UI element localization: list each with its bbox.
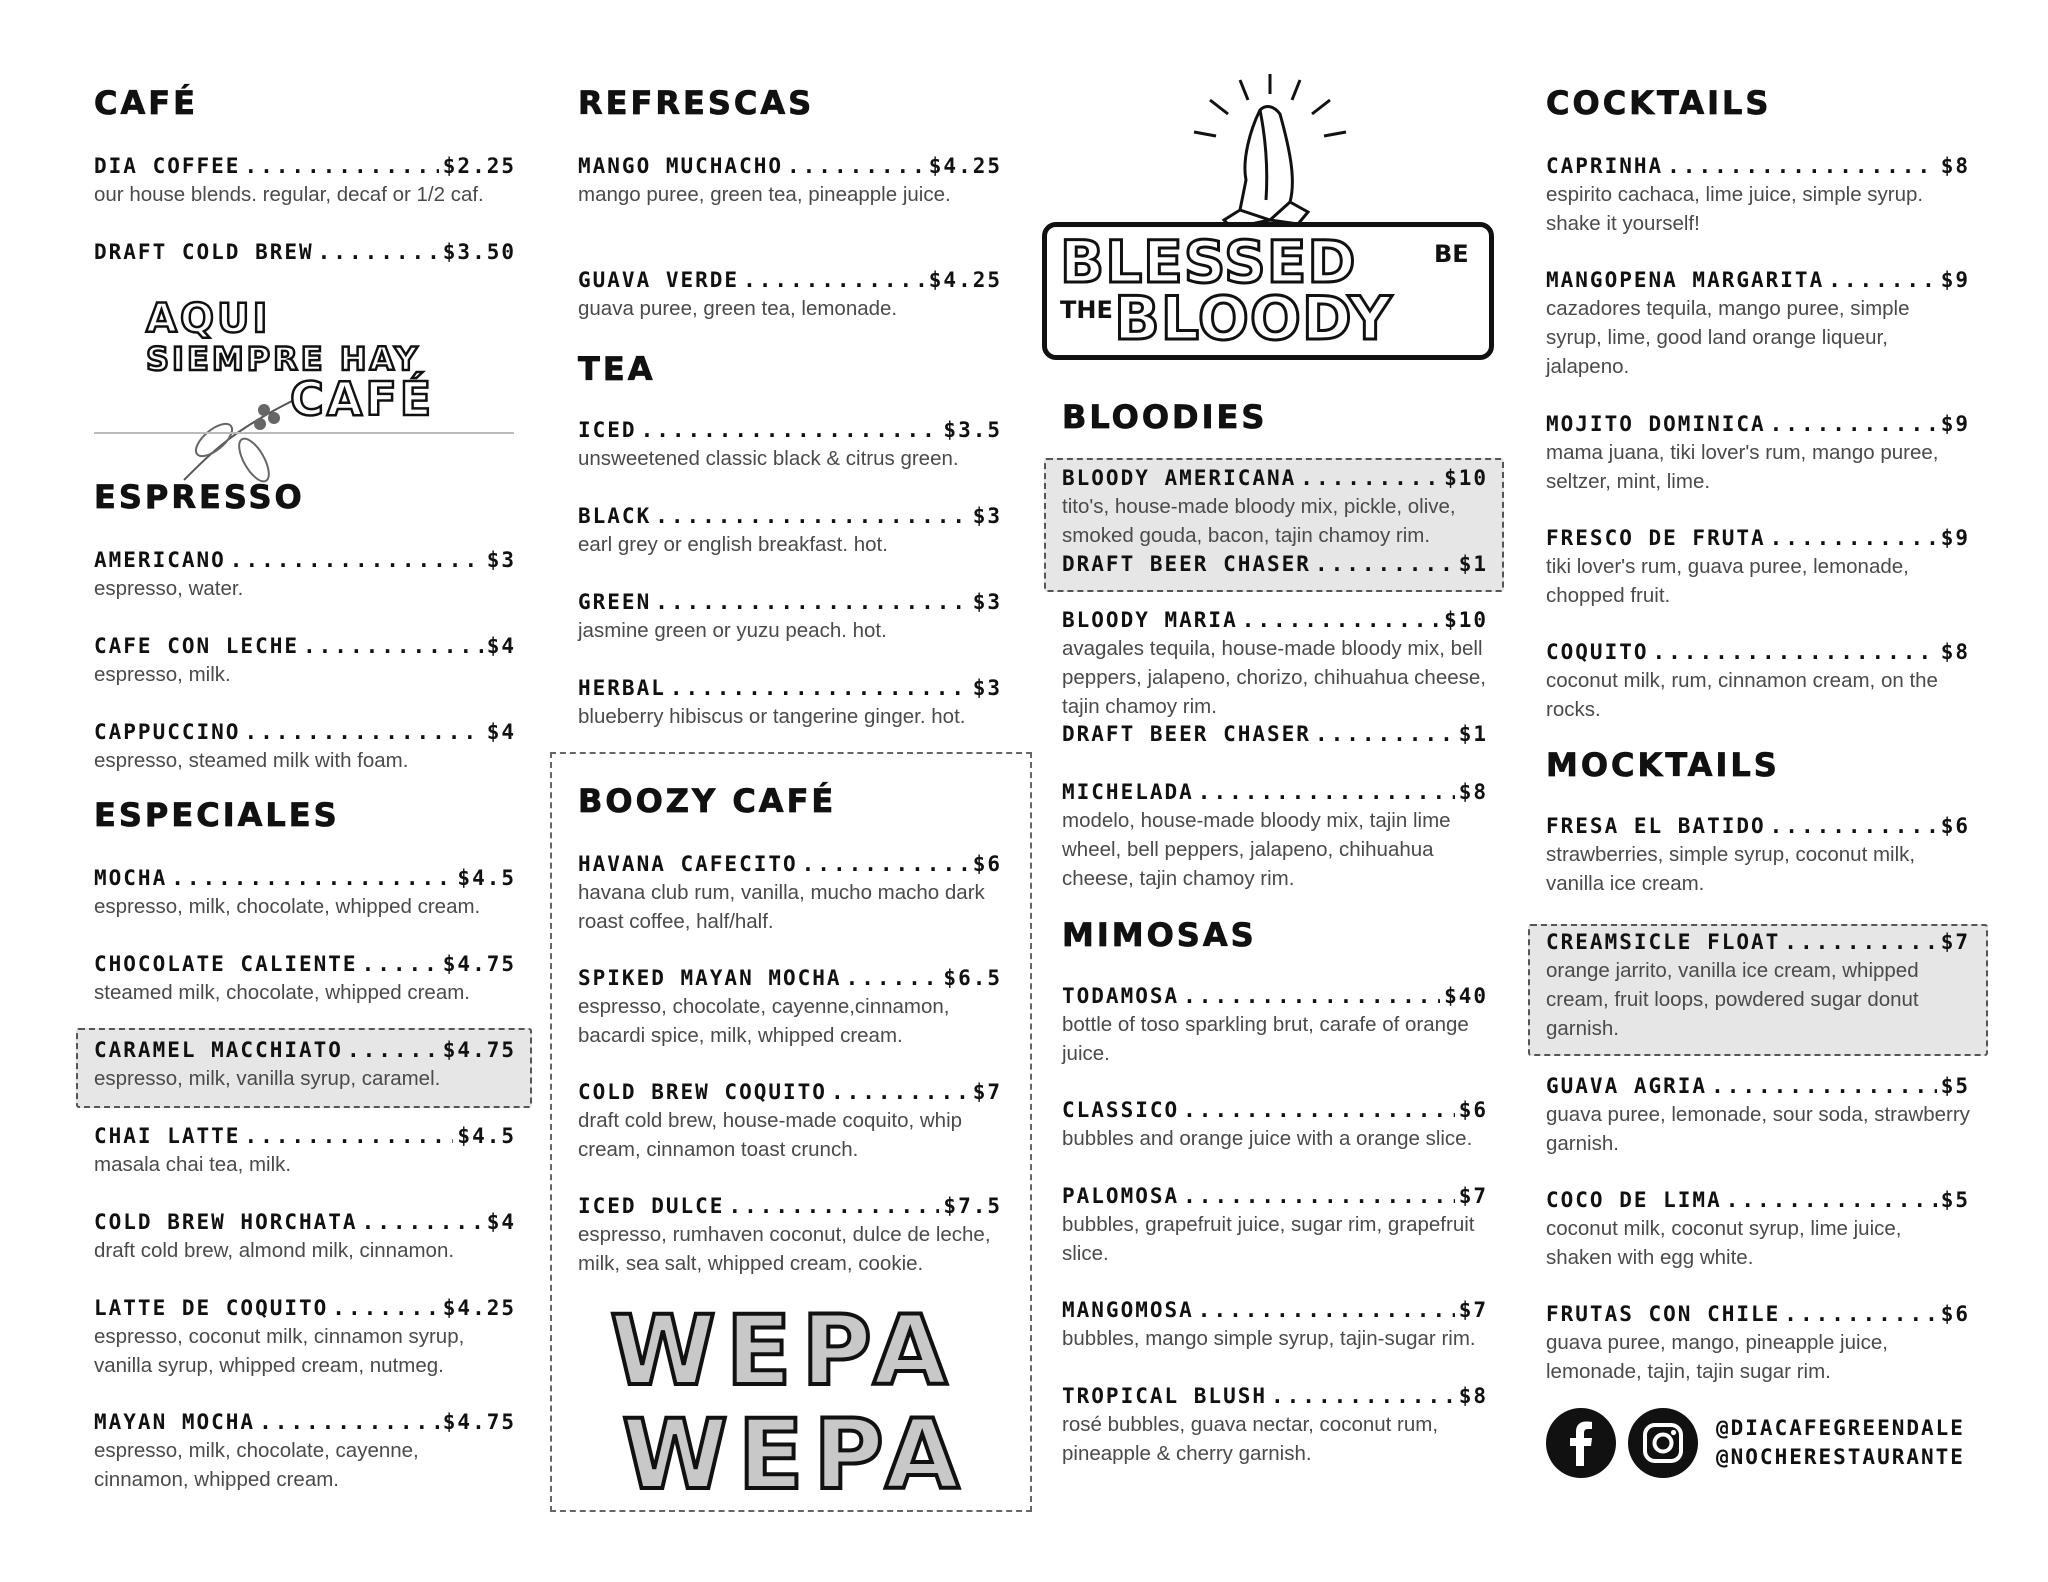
item-name: DRAFT BEER CHASER xyxy=(1062,722,1311,746)
handle-noche[interactable]: @NOCHERESTAURANTE xyxy=(1716,1445,1965,1469)
item-desc: modelo, house-made bloody mix, tajin lime wheel, bell peppers, jalapeno, chihuahua cheese, tajin chamoy rim. xyxy=(1062,809,1451,890)
menu-item xyxy=(94,1410,516,1494)
logo-line-2: WEPA xyxy=(622,1399,970,1511)
item-desc: espresso, milk, vanilla syrup, caramel. xyxy=(94,1067,441,1090)
handle-diacafe[interactable]: @DIACAFEGREENDALE xyxy=(1716,1416,1965,1440)
section-title-tea: TEA xyxy=(578,350,656,388)
menu-item xyxy=(1546,154,1970,238)
item-price: $3 xyxy=(972,676,1002,700)
item-desc: espresso, rumhaven coconut, dulce de leche, milk, sea salt, whipped cream, cookie. xyxy=(578,1223,991,1275)
item-name: MICHELADA xyxy=(1062,780,1194,804)
item-desc: espresso, water. xyxy=(94,577,244,600)
item-price: $7.5 xyxy=(943,1194,1002,1218)
item-price: $3 xyxy=(486,548,516,572)
facebook-icon[interactable] xyxy=(1546,1408,1616,1478)
item-price: $3.50 xyxy=(442,240,516,264)
menu-item xyxy=(1062,722,1488,746)
item-name: TROPICAL BLUSH xyxy=(1062,1384,1268,1408)
item-desc: tiki lover's rum, guava puree, lemonade, chopped fruit. xyxy=(1546,555,1909,607)
item-name: BLACK xyxy=(578,504,652,528)
menu-item xyxy=(94,1124,516,1179)
item-name: CAPRINHA xyxy=(1546,154,1664,178)
item-name: HAVANA CAFECITO xyxy=(578,852,798,876)
menu-item xyxy=(1062,1298,1488,1353)
item-name: CARAMEL MACCHIATO xyxy=(94,1038,343,1062)
menu-item xyxy=(578,1194,1002,1278)
menu-item xyxy=(94,1038,516,1093)
item-price: $6 xyxy=(1458,1098,1488,1122)
item-name: CHOCOLATE CALIENTE xyxy=(94,952,358,976)
item-name: COLD BREW COQUITO xyxy=(578,1080,827,1104)
menu-item xyxy=(1062,1184,1488,1268)
menu-item xyxy=(94,154,516,209)
item-desc: steamed milk, chocolate, whipped cream. xyxy=(94,981,471,1004)
menu-item xyxy=(578,154,1002,209)
item-desc: espresso, milk, chocolate, cayenne, cinnamon, whipped cream. xyxy=(94,1439,419,1491)
praying-hands-icon xyxy=(1180,70,1360,230)
item-desc: draft cold brew, house-made coquito, whip cream, cinnamon toast crunch. xyxy=(578,1109,963,1161)
item-price: $1 xyxy=(1458,552,1488,576)
item-desc: coconut milk, rum, cinnamon cream, on the rocks. xyxy=(1546,669,1938,721)
item-price: $4.25 xyxy=(928,268,1002,292)
item-desc: draft cold brew, almond milk, cinnamon. xyxy=(94,1239,455,1262)
logo-line-2: BLOODY xyxy=(1114,284,1393,354)
item-name: COCO DE LIMA xyxy=(1546,1188,1722,1212)
item-desc: havana club rum, vanilla, mucho macho dark roast coffee, half/half. xyxy=(578,881,985,933)
item-desc: espresso, chocolate, cayenne,cinnamon, bacardi spice, milk, whipped cream. xyxy=(578,995,950,1047)
item-price: $4.25 xyxy=(442,1296,516,1320)
menu-item xyxy=(578,966,1002,1050)
menu-item xyxy=(1062,1098,1488,1153)
item-price: $7 xyxy=(1458,1184,1488,1208)
item-desc: blueberry hibiscus or tangerine ginger. hot. xyxy=(578,705,966,728)
item-price: $7 xyxy=(1458,1298,1488,1322)
logo-line-3: CAFÉ xyxy=(290,372,435,426)
menu-item xyxy=(94,1296,516,1380)
item-desc: guava puree, green tea, lemonade. xyxy=(578,297,898,320)
item-price: $4.75 xyxy=(442,1038,516,1062)
item-name: GUAVA AGRIA xyxy=(1546,1074,1708,1098)
instagram-icon[interactable] xyxy=(1628,1408,1698,1478)
item-price: $9 xyxy=(1940,412,1970,436)
logo-line-1: BLESSED xyxy=(1060,228,1357,296)
item-name: HERBAL xyxy=(578,676,666,700)
item-desc: espresso, steamed milk with foam. xyxy=(94,749,409,772)
menu-item xyxy=(578,418,1002,473)
item-name: MOJITO DOMINICA xyxy=(1546,412,1766,436)
item-price: $1 xyxy=(1458,722,1488,746)
item-price: $9 xyxy=(1940,268,1970,292)
item-name: LATTE DE COQUITO xyxy=(94,1296,329,1320)
divider xyxy=(94,432,514,434)
menu-item xyxy=(1546,930,1970,1043)
section-title-cafe: CAFÉ xyxy=(94,84,198,122)
item-name: GREEN xyxy=(578,590,652,614)
menu-item xyxy=(94,720,516,775)
section-title-espresso: ESPRESSO xyxy=(94,478,305,516)
item-desc: unsweetened classic black & citrus green. xyxy=(578,447,959,470)
item-name: COLD BREW HORCHATA xyxy=(94,1210,358,1234)
menu-item xyxy=(1546,814,1970,898)
logo-the: THE xyxy=(1060,296,1113,324)
section-title-especiales: ESPECIALES xyxy=(94,796,340,834)
item-price: $3.5 xyxy=(943,418,1002,442)
item-desc: orange jarrito, vanilla ice cream, whipped cream, fruit loops, powdered sugar donut garnish. xyxy=(1546,959,1919,1040)
item-desc: bubbles, mango simple syrup, tajin-sugar rim. xyxy=(1062,1327,1476,1350)
item-desc: earl grey or english breakfast. hot. xyxy=(578,533,888,556)
item-price: $4 xyxy=(486,634,516,658)
menu-item xyxy=(1546,640,1970,724)
item-desc: rosé bubbles, guava nectar, coconut rum, pineapple & cherry garnish. xyxy=(1062,1413,1439,1465)
item-price: $8 xyxy=(1940,154,1970,178)
item-desc: tito's, house-made bloody mix, pickle, olive, smoked gouda, bacon, tajin chamoy rim. xyxy=(1062,495,1456,547)
item-name: BLOODY AMERICANA xyxy=(1062,466,1297,490)
menu-item xyxy=(1062,1384,1488,1468)
menu-item xyxy=(1546,1188,1970,1272)
item-name: MOCHA xyxy=(94,866,168,890)
logo-line-1: AQUI xyxy=(146,296,271,342)
social-handles xyxy=(1716,1414,1965,1472)
item-price: $5 xyxy=(1940,1074,1970,1098)
item-desc: bubbles and orange juice with a orange slice. xyxy=(1062,1127,1473,1150)
wepa-wepa-logo xyxy=(600,1295,980,1515)
item-name: PALOMOSA xyxy=(1062,1184,1180,1208)
menu-item xyxy=(1062,780,1488,893)
menu-item xyxy=(1546,412,1970,496)
item-desc: masala chai tea, milk. xyxy=(94,1153,292,1176)
blessed-be-the-bloody-logo xyxy=(1040,70,1500,370)
item-name: BLOODY MARIA xyxy=(1062,608,1238,632)
menu-item xyxy=(94,240,516,264)
menu-item xyxy=(578,852,1002,936)
item-price: $8 xyxy=(1458,1384,1488,1408)
item-price: $10 xyxy=(1444,608,1488,632)
item-price: $40 xyxy=(1444,984,1488,1008)
logo-line-1: WEPA xyxy=(610,1295,958,1407)
item-name: FRESA EL BATIDO xyxy=(1546,814,1766,838)
item-name: MANGO MUCHACHO xyxy=(578,154,784,178)
item-price: $4.25 xyxy=(928,154,1002,178)
item-price: $4.75 xyxy=(442,1410,516,1434)
item-name: TODAMOSA xyxy=(1062,984,1180,1008)
section-title-boozy-cafe: BOOZY CAFÉ xyxy=(578,782,837,820)
item-price: $4 xyxy=(486,720,516,744)
aqui-siempre-hay-cafe-logo xyxy=(94,290,514,490)
menu-item xyxy=(94,1210,516,1265)
item-price: $8 xyxy=(1940,640,1970,664)
item-name: SPIKED MAYAN MOCHA xyxy=(578,966,842,990)
menu-item xyxy=(94,548,516,603)
item-name: MANGOMOSA xyxy=(1062,1298,1194,1322)
menu-item xyxy=(1546,526,1970,610)
item-name: ICED xyxy=(578,418,637,442)
item-price: $4.5 xyxy=(457,1124,516,1148)
section-title-cocktails: COCKTAILS xyxy=(1546,84,1772,122)
menu-item xyxy=(1546,1302,1970,1386)
item-name: DRAFT COLD BREW xyxy=(94,240,314,264)
item-price: $7 xyxy=(972,1080,1002,1104)
section-title-mimosas: MIMOSAS xyxy=(1062,916,1257,954)
item-price: $3 xyxy=(972,504,1002,528)
menu-item xyxy=(94,634,516,689)
item-price: $7 xyxy=(1940,930,1970,954)
item-price: $8 xyxy=(1458,780,1488,804)
section-title-mocktails: MOCKTAILS xyxy=(1546,746,1780,784)
item-price: $6 xyxy=(1940,814,1970,838)
item-price: $6 xyxy=(972,852,1002,876)
item-desc: strawberries, simple syrup, coconut milk, vanilla ice cream. xyxy=(1546,843,1916,895)
social-links xyxy=(1546,1408,1976,1488)
item-price: $4 xyxy=(486,1210,516,1234)
menu-item xyxy=(1062,984,1488,1068)
item-name: DRAFT BEER CHASER xyxy=(1062,552,1311,576)
item-price: $6 xyxy=(1940,1302,1970,1326)
item-price: $3 xyxy=(972,590,1002,614)
menu-item xyxy=(94,952,516,1007)
item-desc: guava puree, lemonade, sour soda, strawberry garnish. xyxy=(1546,1103,1970,1155)
item-desc: avagales tequila, house-made bloody mix, bell peppers, jalapeno, chorizo, chihuahua cheese, tajin chamoy rim. xyxy=(1062,637,1486,718)
section-title-refrescas: REFRESCAS xyxy=(578,84,815,122)
item-desc: espresso, coconut milk, cinnamon syrup, vanilla syrup, whipped cream, nutmeg. xyxy=(94,1325,465,1377)
item-name: AMERICANO xyxy=(94,548,226,572)
item-name: GUAVA VERDE xyxy=(578,268,740,292)
menu-item xyxy=(1546,1074,1970,1158)
menu-item xyxy=(94,866,516,921)
item-price: $4.75 xyxy=(442,952,516,976)
menu-item xyxy=(1062,466,1488,550)
item-price: $6.5 xyxy=(943,966,1002,990)
item-desc: jasmine green or yuzu peach. hot. xyxy=(578,619,887,642)
logo-be: BE xyxy=(1434,240,1469,268)
item-name: CLASSICO xyxy=(1062,1098,1180,1122)
item-desc: our house blends. regular, decaf or 1/2 caf. xyxy=(94,183,484,206)
item-name: FRUTAS CON CHILE xyxy=(1546,1302,1781,1326)
menu-item xyxy=(578,1080,1002,1164)
item-desc: mama juana, tiki lover's rum, mango puree, seltzer, mint, lime. xyxy=(1546,441,1939,493)
item-desc: mango puree, green tea, pineapple juice. xyxy=(578,183,951,206)
item-desc: coconut milk, coconut syrup, lime juice, shaken with egg white. xyxy=(1546,1217,1902,1269)
item-desc: espirito cachaca, lime juice, simple syrup. shake it yourself! xyxy=(1546,183,1924,235)
logo-line-2: SIEMPRE HAY xyxy=(146,340,421,378)
menu-item xyxy=(578,504,1002,559)
item-name: CAFE CON LECHE xyxy=(94,634,300,658)
menu-item xyxy=(1062,552,1488,576)
item-name: CHAI LATTE xyxy=(94,1124,241,1148)
menu-item xyxy=(578,590,1002,645)
item-name: DIA COFFEE xyxy=(94,154,241,178)
item-desc: bubbles, grapefruit juice, sugar rim, grapefruit slice. xyxy=(1062,1213,1475,1265)
menu-item xyxy=(578,268,1002,323)
item-name: COQUITO xyxy=(1546,640,1649,664)
item-name: MANGOPENA MARGARITA xyxy=(1546,268,1825,292)
item-desc: cazadores tequila, mango puree, simple syrup, lime, good land orange liqueur, jalapeno. xyxy=(1546,297,1910,378)
item-name: MAYAN MOCHA xyxy=(94,1410,256,1434)
menu-item xyxy=(578,676,1002,731)
item-name: ICED DULCE xyxy=(578,1194,725,1218)
item-desc: espresso, milk, chocolate, whipped cream. xyxy=(94,895,481,918)
item-price: $2.25 xyxy=(442,154,516,178)
item-price: $10 xyxy=(1444,466,1488,490)
item-desc: espresso, milk. xyxy=(94,663,231,686)
item-price: $9 xyxy=(1940,526,1970,550)
item-desc: guava puree, mango, pineapple juice, lemonade, tajin, tajin sugar rim. xyxy=(1546,1331,1888,1383)
item-price: $4.5 xyxy=(457,866,516,890)
menu-item xyxy=(1546,268,1970,381)
item-price: $5 xyxy=(1940,1188,1970,1212)
menu-item xyxy=(1062,608,1488,721)
item-name: CREAMSICLE FLOAT xyxy=(1546,930,1781,954)
section-title-bloodies: BLOODIES xyxy=(1062,398,1268,436)
item-desc: bottle of toso sparkling brut, carafe of orange juice. xyxy=(1062,1013,1469,1065)
item-name: FRESCO DE FRUTA xyxy=(1546,526,1766,550)
item-name: CAPPUCCINO xyxy=(94,720,241,744)
